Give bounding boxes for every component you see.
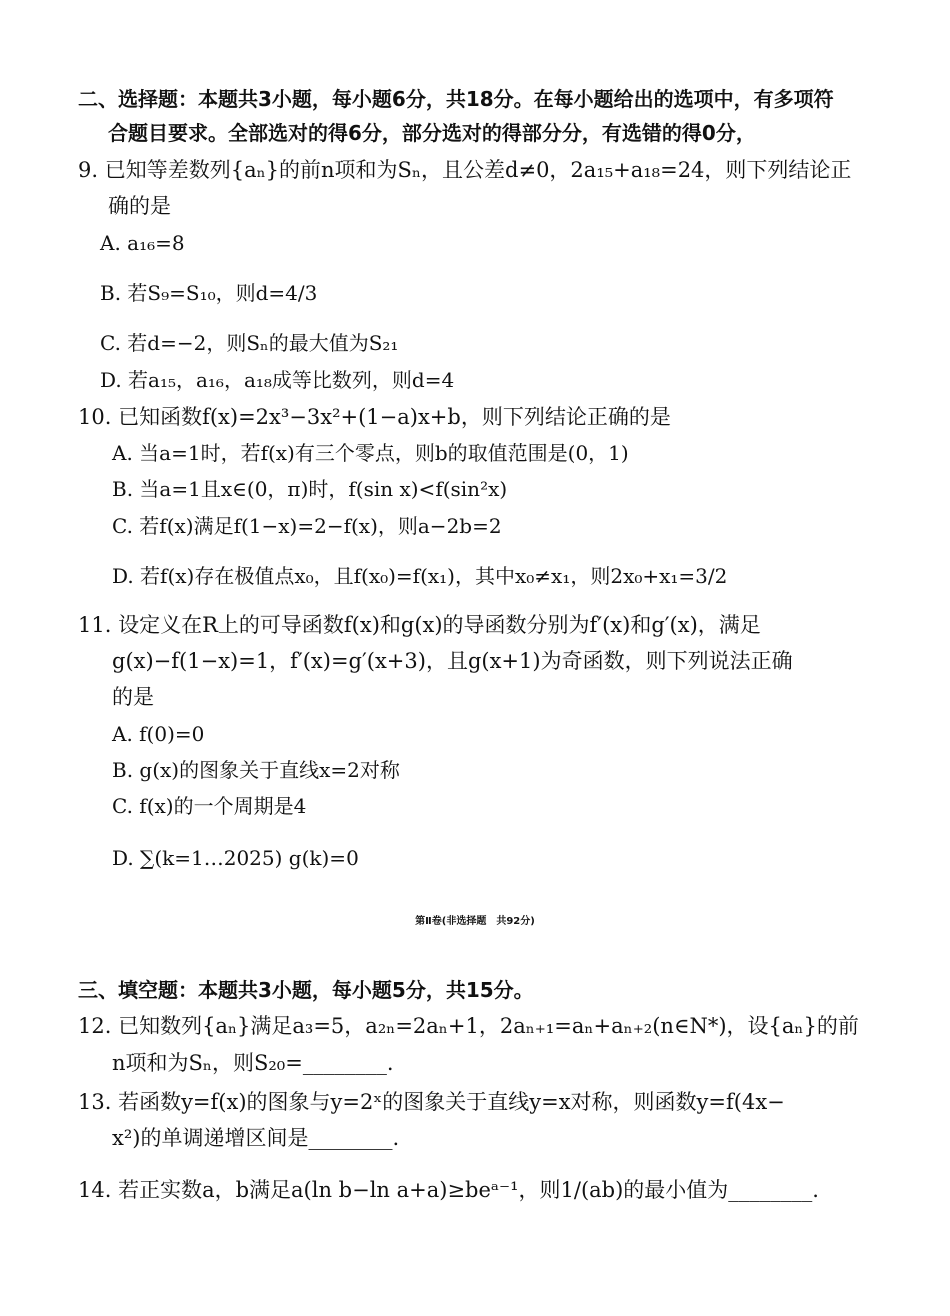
q14-line1: 14. 若正实数a，b满足a(ln b−ln a+a)≥beᵃ⁻¹，则1/(ab)的最小值为________. (78, 1178, 819, 1202)
q12-line2: n项和为Sₙ，则S₂₀=________. (112, 1051, 394, 1075)
q11-option-d: D. ∑(k=1…2025) g(k)=0 (112, 846, 359, 870)
q11-option-c: C. f(x)的一个周期是4 (112, 794, 307, 818)
q10-option-b: B. 当a=1且x∈(0，π)时，f(sin x)<f(sin²x) (112, 477, 508, 501)
q9-option-c: C. 若d=−2，则Sₙ的最大值为S₂₁ (100, 331, 399, 355)
q11-stem-line1: 11. 设定义在R上的可导函数f(x)和g(x)的导函数分别为f′(x)和g′(x)，满足 (78, 613, 761, 637)
q10-option-a: A. 当a=1时，若f(x)有三个零点，则b的取值范围是(0，1) (112, 441, 629, 465)
q13-line1: 13. 若函数y=f(x)的图象与y=2ˣ的图象关于直线y=x对称，则函数y=f(4x− (78, 1090, 785, 1114)
q9-option-d: D. 若a₁₅，a₁₆，a₁₈成等比数列，则d=4 (100, 368, 455, 392)
q10-option-c: C. 若f(x)满足f(1−x)=2−f(x)，则a−2b=2 (112, 514, 502, 538)
q9-stem-line2: 确的是 (108, 194, 171, 218)
q11-option-b: B. g(x)的图象关于直线x=2对称 (112, 758, 400, 782)
q11-option-a: A. f(0)=0 (112, 722, 205, 746)
q9-option-b: B. 若S₉=S₁₀，则d=4/3 (100, 281, 318, 305)
q10-option-d: D. 若f(x)存在极值点x₀，且f(x₀)=f(x₁)，其中x₀≠x₁，则2x₀+x₁=3/2 (112, 564, 728, 588)
q9-option-a: A. a₁₆=8 (100, 231, 185, 255)
section3-header: 三、填空题：本题共3小题，每小题5分，共15分。 (78, 978, 534, 1002)
q12-line1: 12. 已知数列{aₙ}满足a₃=5，a₂ₙ=2aₙ+1，2aₙ₊₁=aₙ+aₙ₊₂(n∈N*)，设{aₙ}的前 (78, 1014, 859, 1038)
q10-stem: 10. 已知函数f(x)=2x³−3x²+(1−a)x+b，则下列结论正确的是 (78, 405, 671, 429)
q11-stem-line3: 的是 (112, 685, 154, 709)
part2-title: 第Ⅱ卷(非选择题 共92分) (415, 916, 535, 927)
q9-stem-line1: 9. 已知等差数列{aₙ}的前n项和为Sₙ，且公差d≠0，2a₁₅+a₁₈=24，则下列结论正 (78, 158, 852, 182)
q11-stem-line2: g(x)−f(1−x)=1，f′(x)=g′(x+3)，且g(x+1)为奇函数，则下列说法正确 (112, 649, 793, 673)
q13-line2: x²)的单调递增区间是________. (112, 1126, 400, 1150)
section2-header-line1: 二、选择题：本题共3小题，每小题6分，共18分。在每小题给出的选项中，有多项符 (78, 87, 834, 111)
section2-header-line2: 合题目要求。全部选对的得6分，部分选对的得部分分，有选错的得0分， (108, 121, 756, 145)
